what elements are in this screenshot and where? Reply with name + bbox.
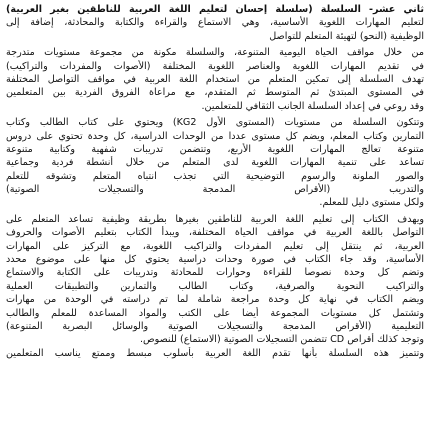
text-line: والتراكيب النحوية والصرفية، وكتاب الطالب والتمارين والتطبيقات العملية [6,280,424,292]
text-line: من خلال مواقف الحياة اليومية المتنوعة، والسلسلة مكونة من مجموعة مستويات متدرجة [6,47,424,59]
text-line: تساعد على تنمية المهارات اللغوية لدى المتعلم من خلال أنشطة فردية وجماعية [6,157,424,169]
text-line: في تقديم المهارات اللغوية والعناصر اللغوية المختلفة (الأصوات والمفردات والتراكيب) [6,60,424,72]
text-line: والتدريب (الأقراص المدمجة والتسجيلات الصوتية) [6,184,424,196]
text-line: وتشتمل كل مستويات المجموعة أيضا على الكتب والمواد المساعدة للمعلم والطالب [6,307,424,319]
text-line: التواصل باللغة العربية في مواقف الحياة المختلفة، ويبدأ الكتاب بتعليم الأصوات والحروف [6,227,424,239]
text-line: والصور الملونة والرسوم التوضيحية التي تجذب انتباه المتعلم وتشوقه للتعلم [6,170,424,182]
text-line: الوظيفية (النحو) لتهيئة المتعلم للتواصل [269,30,424,42]
section-heading: ثاني عشر- السلسلة (سلسلة إحسان لتعليم اللغة العربية للناطقين بغير العربية) [6,4,424,15]
text-line: وتوجد كذلك أقراص CD تتضمن التسجيلات الصوتية (الاستماع) للنصوص. [140,334,424,346]
text-line: تهدف السلسلة إلى تمكين المتعلم من استخدام اللغة العربية في مواقف التواصل المختلفة [6,73,424,85]
text-line: ولكل مستوى دليل للمعلم. [319,197,424,209]
text-line: وتضم كل وحدة نصوصا للقراءة وحوارات للمحادثة وتدريبات على الكتابة والاستماع [6,267,424,279]
text-line: ويهدف الكتاب إلى تعليم اللغة العربية للناطقين بغيرها بطريقة وظيفية تساعد المتعلم على [6,213,424,225]
text-line: متنوعة تعالج المهارات اللغوية الأربع، وتتضمن تدريبات شفهية وكتابية متنوعة [6,143,424,155]
text-line: التعليمية (الأقراص المدمجة والتسجيلات الصوتية والوسائل البصرية المتنوعة) [6,320,424,332]
text-line: لتعليم المهارات اللغوية الأساسية، وهي الاستماع والقراءة والكتابة والمحادثة، إضافة إلى [6,17,424,29]
text-line: التمارين وكتاب المعلم، ويضم كل مستوى عددا من الوحدات الدراسية، كل وحدة تحتوي على دروس [6,130,424,142]
text-line: ويضم الكتاب في نهاية كل وحدة مراجعة شاملة لما تم دراسته في الوحدة من مهارات [6,294,424,306]
text-line: وقد روعي في إعداد السلسلة الجانب الثقافي للمتعلمين. [201,100,424,112]
text-line: وتتميز هذه السلسلة بأنها تقدم اللغة العربية بأسلوب مبسط وممتع يناسب المتعلمين [6,347,424,359]
text-line: في المستوى المبتدئ ثم المتوسط ثم المتقدم، مع مراعاة الفروق الفردية بين المتعلمين [6,87,424,99]
text-line: الأساسية، وقد جاء الكتاب في صورة وحدات دراسية يحتوي كل منها على موضوع محدد [6,254,424,266]
text-line: وتتكون السلسلة من مستويات (المستوى الأول KG2) ويحتوي على كتاب الطالب وكتاب [6,117,424,129]
text-line: العربية، ثم ينتقل إلى تعليم المفردات والتراكيب اللغوية، مع التركيز على المهارات [6,240,424,252]
